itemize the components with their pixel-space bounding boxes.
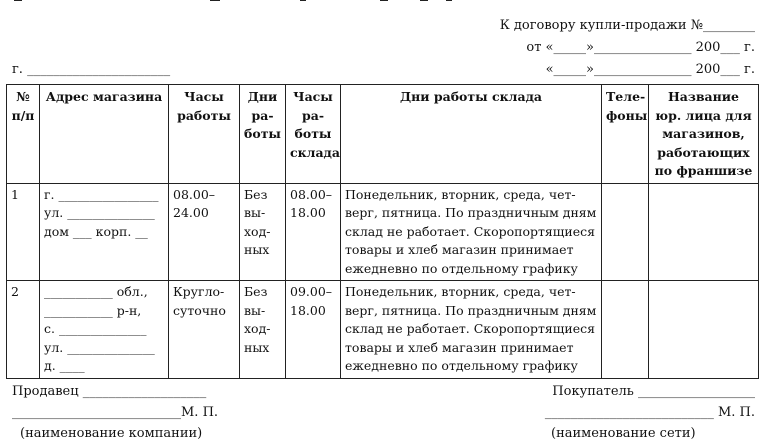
row-warehouse-hours: 08.00– 18.00 bbox=[286, 183, 341, 281]
city-line: г. ______________________ bbox=[12, 62, 171, 77]
row-hours: Кругло- суточно bbox=[169, 281, 240, 379]
table-row bbox=[7, 281, 759, 379]
row-warehouse-days: Понедельник, вторник, среда, чет- верг, пятница. По праздничным дням склад не работает. Скоропортящиеся товары и хлеб магазин принимает ежедневно по отдельному графику bbox=[341, 281, 602, 379]
row-days: Без вы- ход- ных bbox=[240, 183, 286, 281]
col-header-hours: Часы работы bbox=[169, 85, 240, 184]
row-warehouse-hours: 09.00– 18.00 bbox=[286, 281, 341, 379]
col-header-address: Адрес магазина bbox=[40, 85, 169, 184]
col-header-franchise: Название юр. лица для магазинов, работающих по франшизе bbox=[649, 85, 759, 184]
cropped-text-fragment bbox=[0, 0, 763, 3]
col-header-number: № п/п bbox=[7, 85, 40, 184]
col-header-days: Дни ра- боты bbox=[240, 85, 286, 184]
row-address: г. ________________ ул. ______________ дом ___ корп. __ bbox=[40, 183, 169, 281]
col-header-warehouse-days: Дни работы склада bbox=[341, 85, 602, 184]
table-row bbox=[7, 183, 759, 281]
contract-date-line-2: «_____»_______________ 200___ г. bbox=[545, 62, 755, 77]
seller-signature-label: Продавец ___________________ bbox=[12, 384, 207, 399]
row-phones bbox=[602, 183, 649, 281]
seller-signature-line: __________________________М. П. bbox=[12, 405, 219, 420]
row-hours: 08.00– 24.00 bbox=[169, 183, 240, 281]
contract-reference: К договору купли-продажи №________ bbox=[499, 18, 755, 33]
row-franchise bbox=[649, 183, 759, 281]
row-days: Без вы- ход- ных bbox=[240, 281, 286, 379]
col-header-phones: Теле- фоны bbox=[602, 85, 649, 184]
seller-caption: (наименование компании) bbox=[20, 426, 203, 441]
contract-date-line-1: от «_____»_______________ 200___ г. bbox=[526, 40, 755, 55]
row-phones bbox=[602, 281, 649, 379]
table-header-row bbox=[7, 85, 759, 184]
row-number: 1 bbox=[7, 183, 40, 281]
buyer-caption: (наименование сети) bbox=[551, 426, 696, 441]
row-address: ___________ обл., ___________ р-н, с. ______________ ул. ______________ д. ____ bbox=[40, 281, 169, 379]
buyer-signature-label: Покупатель __________________ bbox=[552, 384, 755, 399]
row-number: 2 bbox=[7, 281, 40, 379]
buyer-signature-line: __________________________ М. П. bbox=[544, 405, 755, 420]
stores-schedule-table bbox=[6, 84, 759, 379]
row-warehouse-days: Понедельник, вторник, среда, чет- верг, пятница. По праздничным дням склад не работает. Скоропортящиеся товары и хлеб магазин принимает ежедневно по отдельному графику bbox=[341, 183, 602, 281]
col-header-warehouse-hours: Часы ра- боты склада bbox=[286, 85, 341, 184]
row-franchise bbox=[649, 281, 759, 379]
